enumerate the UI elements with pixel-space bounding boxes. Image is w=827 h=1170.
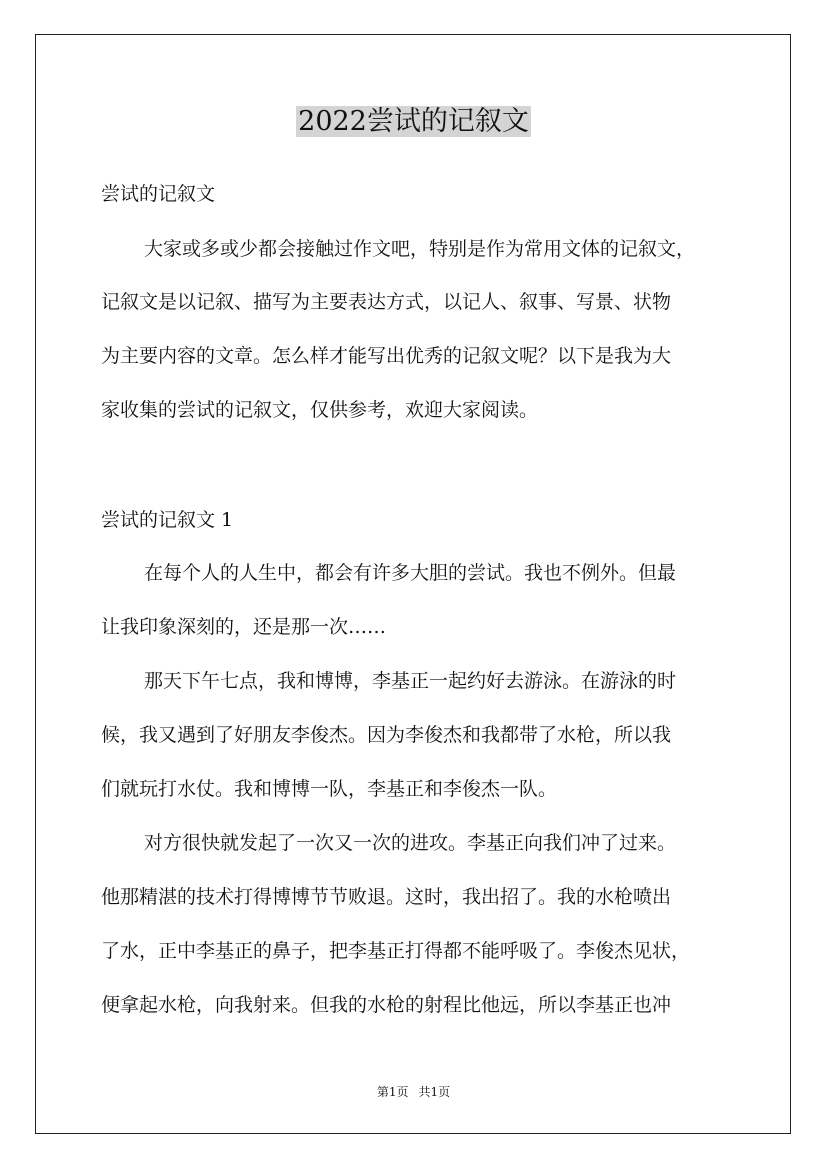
- document-title: [0, 101, 827, 143]
- page-number: 第1页: [376, 1085, 409, 1099]
- paragraph3-line-2: 他那精湛的技术打得博博节节败退。这时，我出招了。我的水枪喷出: [101, 886, 672, 908]
- paragraph2-line-1: 那天下午七点，我和博博，李基正一起约好去游泳。在游泳的时: [144, 670, 677, 692]
- paragraph3-line-4: 便拿起水枪，向我射来。但我的水枪的射程比他远，所以李基正也冲: [101, 994, 672, 1016]
- page-total: 共1页: [418, 1085, 451, 1099]
- paragraph3-line-3: 了水，正中李基正的鼻子，把李基正打得都不能呼吸了。李俊杰见状，: [101, 940, 691, 962]
- paragraph3-line-1: 对方很快就发起了一次又一次的进攻。李基正向我们冲了过来。: [144, 832, 677, 854]
- intro-line-2: 记叙文是以记叙、描写为主要表达方式，以记人、叙事、写景、状物: [101, 291, 672, 313]
- intro-line-1: 大家或多或少都会接触过作文吧，特别是作为常用文体的记叙文，: [144, 238, 696, 260]
- intro-line-3: 为主要内容的文章。怎么样才能写出优秀的记叙文呢？以下是我为大: [101, 345, 672, 367]
- paragraph2-line-3: 们就玩打水仗。我和博博一队，李基正和李俊杰一队。: [101, 778, 558, 800]
- paragraph2-line-2: 候，我又遇到了好朋友李俊杰。因为李俊杰和我都带了水枪，所以我: [101, 724, 672, 746]
- section-heading: 尝试的记叙文 1: [101, 509, 234, 531]
- intro-line-4: 家收集的尝试的记叙文，仅供参考，欢迎大家阅读。: [101, 399, 539, 421]
- document-title-text: 2022尝试的记叙文: [298, 106, 529, 137]
- paragraph1-line-2: 让我印象深刻的，还是那一次……: [101, 616, 387, 638]
- paragraph1-line-1: 在每个人的人生中，都会有许多大胆的尝试。我也不例外。但最: [144, 562, 677, 584]
- document-subtitle: 尝试的记叙文: [101, 183, 216, 205]
- page-footer: [0, 1083, 827, 1101]
